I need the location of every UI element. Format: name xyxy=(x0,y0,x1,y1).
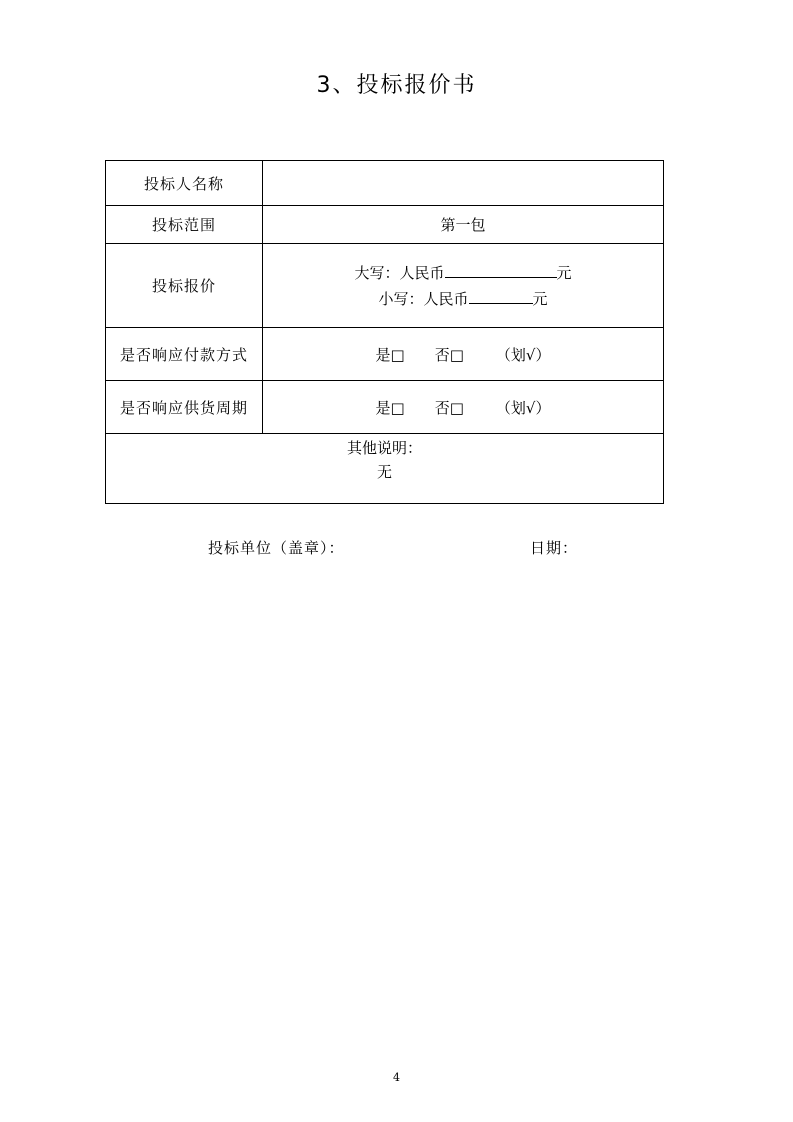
bid-scope-value: 第一包 xyxy=(263,206,664,244)
bid-price-cell xyxy=(263,244,664,328)
bid-quotation-form xyxy=(105,160,664,504)
row-bid-scope xyxy=(106,206,664,244)
bidder-name-value xyxy=(263,161,664,206)
delivery-period-no-checkbox[interactable]: 否□ xyxy=(434,398,464,417)
other-notes-value: 无 xyxy=(376,463,392,481)
row-other-notes xyxy=(106,434,664,504)
price-uppercase-blank xyxy=(445,263,557,278)
bid-scope-label: 投标范围 xyxy=(106,206,263,244)
row-bidder-name xyxy=(106,161,664,206)
price-lowercase-suffix: 元 xyxy=(532,289,548,308)
document-title: 3、投标报价书 xyxy=(316,73,477,98)
payment-terms-yes-checkbox[interactable]: 是□ xyxy=(375,345,405,364)
delivery-period-hint: （划√） xyxy=(495,398,551,417)
other-notes-cell xyxy=(106,434,664,504)
price-lowercase-line xyxy=(263,286,663,312)
row-delivery-period xyxy=(106,381,664,434)
price-uppercase-suffix: 元 xyxy=(556,263,572,282)
bidder-name-label: 投标人名称 xyxy=(106,161,263,206)
payment-terms-options xyxy=(263,328,664,381)
delivery-period-yes-checkbox[interactable]: 是□ xyxy=(375,398,405,417)
date-label: 日期： xyxy=(530,539,579,557)
delivery-period-label: 是否响应供货周期 xyxy=(106,381,263,434)
payment-terms-label: 是否响应付款方式 xyxy=(106,328,263,381)
bid-price-label: 投标报价 xyxy=(106,244,263,328)
other-notes-label: 其他说明： xyxy=(346,439,422,457)
payment-terms-no-checkbox[interactable]: 否□ xyxy=(434,345,464,364)
bidder-unit-seal-label: 投标单位（盖章）： xyxy=(208,539,345,557)
page-number: 4 xyxy=(393,1071,400,1084)
price-uppercase-line xyxy=(263,260,663,286)
price-lowercase-blank xyxy=(469,289,533,304)
price-uppercase-prefix: 大写：人民币 xyxy=(354,263,445,282)
row-payment-terms xyxy=(106,328,664,381)
price-lowercase-prefix: 小写：人民币 xyxy=(378,289,469,308)
row-bid-price xyxy=(106,244,664,328)
payment-terms-hint: （划√） xyxy=(495,345,551,364)
delivery-period-options xyxy=(263,381,664,434)
